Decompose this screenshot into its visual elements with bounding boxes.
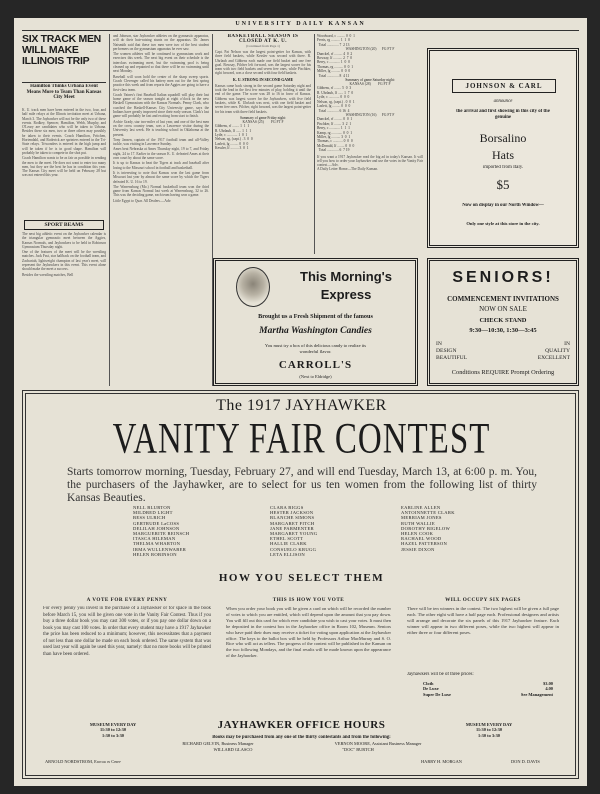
office-hours-heading: JAYHAWKER OFFICE HOURS xyxy=(217,719,386,731)
martha-washington-portrait xyxy=(236,267,270,307)
contestants-column-3: EARLINE ALLEN ANTOINNETTE CLARK MERRIAM JONES RUTH WALLIE DOROTHY BIGELOW HELEN COOK RACHAEL WOOD HAZEL PATTERSON JESSIE DIXON xyxy=(401,505,455,552)
borsalino-price: $5 xyxy=(496,177,510,192)
museum-hours-left: MUSEUM EVERY DAY 11:30 to 12:30 1:30 to 3:30 xyxy=(89,722,137,738)
sport-beams-box: SPORT BEAMS xyxy=(24,220,104,230)
track-body: K. U. track men have been entered in the two, four, and half mile relays at the Illinois invitation meet at Urbana, March 3. The Jayhawker will not be the only two of these events. Rodkey, Spencer, Hamilton, Webb, Murphy, and O'Leary are candidates who will be taken to Urbana. Besides these six men, two or three others may possibly be taken to their events. Coach Hamilton, Fritchen, Hortendahl, and Roderick are sprinters entered in the Tri-State relays. Triwonders is entered in the high jump and will be taken if he is in good shape. Hamilton will probably be taken to compete in the shot put. Coach Hamilton wants to be as fair as possible in sending the men to the meet. He does not want to enter too many men, but they are the best he has in condition this year. The Kansas City meet will be held on February 28 but was not entered this year. xyxy=(22,108,106,178)
price-list: Cloth $3.00 De Luxe 4.00 Super De Luxe See Management xyxy=(423,681,553,697)
vote-every-penny: For every penny you invest in the purchase of a Jayhawker or for space in the book before March 15, you will be given one vote in the Vanity Fair Contest. Thus if you buy a three dollar book you may cast 300 votes, or if you pay one dollar down on a book you may cast 100 votes. In order that every student may have a 1917 Jayhawker the price has been reduced to a minimum; however, this necessitates that a payment of not less than one dollar be made on each book ordered. The same system that was used last year will again be used this year, namely: that no more books will be printed than have been ordered. xyxy=(43,606,211,657)
newspaper-page xyxy=(14,18,587,786)
jayhawker-heading: The 1917 JAYHAWKER xyxy=(216,397,387,414)
column-track xyxy=(22,34,106,386)
six-pages: There will be ten winners in the contest. The two highest will be given a full page each. The other eight will have a half page each. Professional designers and artists will arrange and decorate the six panels of this 1917 Jayhawker feature. Each winner will appear in two different poses, while the two highest will appear in either three or four different poses. xyxy=(407,606,559,635)
johnson-carl-logo: JOHNSON & CARL xyxy=(452,79,556,93)
track-headline: SIX TRACK MEN WILL MAKE ILLINOIS TRIP xyxy=(22,34,101,67)
borsalino-ad: JOHNSON & CARL announce the arrival and first showing in this city of the genuine Borsalino Hats imported from Italy. $5 Now on display in our North Window— Only one style at this store in the city. xyxy=(427,48,579,248)
column-scores: Woodward, c ......... 0 0 1 Ferris, rg .......... 1 1 0 Total ............. 7 2 13 WASHINGTON (20) FG FT F Dunckel, rf ......... 4 0 2 Bowsay, lf .......... 2 7 0 Berry, c ............ 1 0 0 Thomas, rg .......... 0 0 1 Miller, lg .......... 0 0 0 Total ............. 8 4 11 Summary of game Saturday night: KANSAS (28) FG FT F Gibbens, rf ........ 5 0 3 R. Uhrlaub, lf ...... 1 7 0 Lytle, c ............ 0 0 0 Nelson, rg, (capt.) . 0 0 1 Laslett, lg ......... 0 0 0 Total ............. 6 16 4 WASHINGTON (16) FG FT F Dunckel, rf ......... 0 0 1 Pischker, lf ........ 3 2 1 Berry, c ............ 1 1 1 Kamp, rg ............ 0 0 1 Miller, lg .......... 3 0 1 Thomas, c ........... 0 0 0 McDonald, lf ........ 0 0 0 Total ............. 6 7 19 If you want a 1917 Jayhawker read the big ad in today's Kansan. It will tell you how to order your Jayhawker and use the votes in the Vanity Fair contest.—Adv. A Daily Letter Home—The Daily Kansan. xyxy=(317,34,423,172)
borsalino-brand: Borsalino xyxy=(479,131,527,145)
how-you-select-heading: HOW YOU SELECT THEM xyxy=(218,572,385,584)
track-subhead: Hamilton Thinks Urbana Event Means More to Team Than Kansas City Meet xyxy=(26,84,102,101)
masthead-rule xyxy=(22,30,579,31)
carrolls-express-ad: This Morning's Express Brought us a Fresh Shipment of the famous Martha Washington Candies You must try a box of this delicious candy to realize its wonderful flavor. CARROLL'S (Next to Eldridge) xyxy=(213,258,418,386)
carrolls-name: CARROLL'S xyxy=(278,359,353,371)
vanity-fair-title: VANITY FAIR CONTEST xyxy=(112,416,491,464)
how-you-vote: When you order your book you will be given a card on which will be recorded the number of votes to which you are entitled, which will depend upon the amount that you pay down. You will fill out this card for which ever candidate you wish to cast your votes. It must then be deposited in the contest box in the Jayhawker office in Room 102, Museum. Seniors who have paid their dues may receive a ticket for voting upon application at the Jayhawker office. The keys to the ballot box will be held by Professors Arthur MacMurray and S. O. Rice who will act as tellers. The progress of the contest will be published in the Kansan on the two following Mondays, and the final results will be made known upon the appearance of the Jayhawker. xyxy=(226,606,391,659)
contest-intro: Starts tomorrow morning, Tuesday, February 27, and will end Tuesday, March 13, at 6:00 p. m. You, the purchasers of the Jayhawker, are to select for us ten women from the following list of thirty Kansas Beauties. xyxy=(67,466,537,504)
column-basketball: BASKETBALL SEASON IS CLOSED AT K. U. (Continued from Page 1) Capt. Pat Nelson was the largest point-getter for Kansas, with three field baskets, while Kessler was second with three. R. Uhrlaub and Gibbens each made one field basket and one free goal. Bowsay, Pilcher left forward, was the largest scorer for his team with two field baskets and seven free ones, while Pischker, right forward, was a close second with four field baskets. K. U. STRONG IN SECOND GAME Kansas came back strong in the second game Saturday night and took the lead in the first few minutes of play, holding it until the end of the game. The score was 28 to 16 in favor of Kansas. Gibbens was largest scorer for the Jayhawkers, with five field baskets, while K. Uhrlaub was next, with one field basket and seven free ones. Pilcher, right forward, was the largest point-getter for his team with three field baskets. Summary of game Friday night: KANSAS (25) FG FT F Gibbens, rf ........ 1 1 1 R. Uhrlaub, lf ...... 1 1 1 Lytle, c ............ 1 0 1 Nelson, rg, (capt.) . 3 0 0 Laslett, lg ......... 0 0 0 Kessler, lf ......... 3 0 1 xyxy=(215,34,311,151)
kansas-box-score: Gibbens, rf ........ 1 1 1 R. Uhrlaub, lf ...... 1 1 1 Lytle, c ............ 1 0 1 Nelson, rg, (capt.) . 3 0 0 Laslett, lg ......... 0 0 0 Kessler, lf ......... 3 0 1 xyxy=(215,124,253,151)
masthead: UNIVERSITY DAILY KANSAN xyxy=(235,21,366,27)
sport-beams-body: The next big athletic event on the Jayhawker calendar is the triangular gymnastic meet between the Aggies, Kansas Normals, and Jayhawkers to be held in Robinson Gymnasium Thursday night. One of the features of the meet will be the wrestling matches. Jack Fast, star halfback on the football team, and Zachariah, lightweight champion of last year's meet, will represent the Jayhawkers in this event. This event alone should make the meet a success. Besides the wrestling matches, Bell xyxy=(22,232,106,277)
basketball-headline: BASKETBALL SEASON IS CLOSED AT K. U. xyxy=(227,34,299,44)
contestants-column-1: NELL BLURTON MILDRED LIGHT BESS ULRICH GERTRUDE LaCOSS DELILAH JOHNSON MARGUERITE REINSCH ITASCA HILEMAN THELMA WHARTON IRMA WULLENWABER HELEN ROBINSON xyxy=(133,505,190,557)
vanity-fair-ad: The 1917 JAYHAWKER VANITY FAIR CONTEST Starts tomorrow morning, Tuesday, February 27, and will end Tuesday, March 13, at 6:00 p. m. You, the purchasers of the Jayhawker, are to select for us ten women from the following list of thirty Kansas Beauties. NELL BLURTON MILDRED LIGHT BESS ULRICH GERTRUDE LaCOSS DELILAH JOHNSON MARGUERITE REINSCH ITASCA HILEMAN THELMA WHARTON IRMA WULLENWABER HELEN ROBINSON CLARA BIGGS HESTER JACKSON BLANCHE SIMONS MARGARET FITCH JANE PARMENTER MARGARET YOUNG ETHEL SCOTT HALLIE CLARK CONSUELO KRUGG LETA ELLISON EARLINE ALLEN ANTOINNETTE CLARK MERRIAM JONES RUTH WALLIE DOROTHY BIGELOW HELEN COOK RACHAEL WOOD HAZEL PATTERSON JESSIE DIXON HOW YOU SELECT THEM A VOTE FOR EVERY PENNY For every penny you invest in the purchase of a Jayhawker or for space in the book before March 15, you will be given one vote in the Vanity Fair Contest. Thus if you buy a three dollar book you may cast 300 votes, or if you pay one dollar down on a book you may cast 100 votes. In order that every student may have a 1917 Jayhawker the price has been reduced to a minimum; however, this necessitates that a payment of not less than one dollar be made on each book ordered. The same system that was used last year will again be used this year, namely: that no more books will be printed than have been ordered. THIS IS HOW YOU VOTE When you order your book you will be given a card on which will be recorded the number of votes to which you are entitled, which will depend upon the amount that you pay down. You will fill out this card for which ever candidate you wish to cast your votes. It must then be deposited in the contest box in the Jayhawker office in Room 102, Museum. Seniors who have paid their dues may receive a ticket for voting upon application at the Jayhawker office. The keys to the ballot box will be held by Professors Arthur MacMurray and S. O. Rice who will act as tellers. The progress of the contest will be published in the Kansan on the two following Mondays, and the final results will be made known upon the appearance of the Jayhawker. WILL OCCUPY SIX PAGES There will be ten winners in the contest. The two highest will be given a full page each. The other eight will have a half page each. Professional designers and artists will arrange and decorate the six panels of this 1917 Jayhawker feature. Each winner will appear in two different poses, while the two highest will appear in either three or four different poses. Jayhawkers will be of three prices: Cloth $3.00 De Luxe 4.00 Super De Luxe See Management MUSEUM EVERY DAY 11:30 to 12:30 1:30 to 3:30 MUSEUM EVERY DAY 11:30 to 12:30 1:30 to 3:30 JAYHAWKER OFFICE HOURS Books may be purchased from any one of the thirty contestants and from the following: RICHARD GELVIN, Business Manager VERNON MOORE, Assistant Business Manager WILLARD GLASCO "DOC" BURTCH ARNOLD NORDSTROM, Editor in Chief HARRY H. MORGAN DON D. DAVIS xyxy=(22,390,579,779)
seniors-ad: SENIORS! COMMENCEMENT INVITATIONS NOW ON SALE CHECK STAND 9:30—10:30, 1:30—3:45 IN DESIGN BEAUTIFUL IN QUALITY EXCELLENT Conditions REQUIRE Prompt Ordering xyxy=(427,258,579,386)
candies-name: Martha Washington Candies xyxy=(259,326,372,336)
contestants-column-2: CLARA BIGGS HESTER JACKSON BLANCHE SIMONS MARGARET FITCH JANE PARMENTER MARGARET YOUNG ETHEL SCOTT HALLIE CLARK CONSUELO KRUGG LETA ELLISON xyxy=(270,505,318,557)
column-sports: and Johnson, star Jayhawker athletes on the gymnastic apparatus, will do their hair-raising stunts on the apparatus. Dr. James Naismith said that these two men were two of the best student performers on the gymnasium apparatus he ever saw. The women athletes will be continued to gymnasium work and exercises this week. The next big event on their schedule is the interclass swimming meet, but the swimming pool is being cleaned up and repainted so that there will be no swimming until next Monday. Baseball will soon hold the center of the sharp sweep sports. Coach Clevenger called his battery men out for the first spring practice this week and from reports the Aggies are going to have a first-class team. Coach Vaines's first Baseball Italian squadrill will play their last home game of the season tonight at eight o'clock in the new Haskell Gymnasium with the Kansas Normals. Penny Clark, who coached the Haskell-Kansas City University game, says the Indians have greatly improved since their early season. Clark's last game will probably be fast and exciting from start to finish. Archie Grady, star two-miler of last year, and one of the best men on the cross country team, was a Lawrence visitor during the University last week. He is teaching school in Oklahoma at the present. Tony Jansen, captain of the 1917 football team and all-Valley tackle, was visiting in Lawrence Sunday. Ames beat Nebraska at Ames Thursday night, 19 to 7, and Friday night, 24 to 17. Earlier in the season K. U. defeated Ames at their own court by about the same score. It is up to Kansas to beat the Tigers at track and baseball after losing to the Missouri school in football and basketball. It is interesting to note that Kansas won the last game from Missouri last year by almost the same score by which the Tigers defeated K. U. 16 to 19. The Warrensburg (Mo.) Normal basketball team won the third game from Kansas Normal last week at Warrensburg, 32 to 26. This was the deciding game, each team having won a game. Little Egypt to Quar. All Dealers.—Adv. xyxy=(113,34,209,203)
seniors-title: SENIORS! xyxy=(452,269,554,286)
museum-hours-right: MUSEUM EVERY DAY 11:30 to 12:30 1:30 to 3:30 xyxy=(465,722,513,738)
washington-box-score: Dunckel, rf ......... 4 0 2 Bowsay, lf .......... 2 7 0 Berry, c ............ 1 0 0 Thomas, rg .......... 0 0 1 Miller, lg .......... 0 0 0 Total ............. 8 4 11 xyxy=(317,51,354,78)
